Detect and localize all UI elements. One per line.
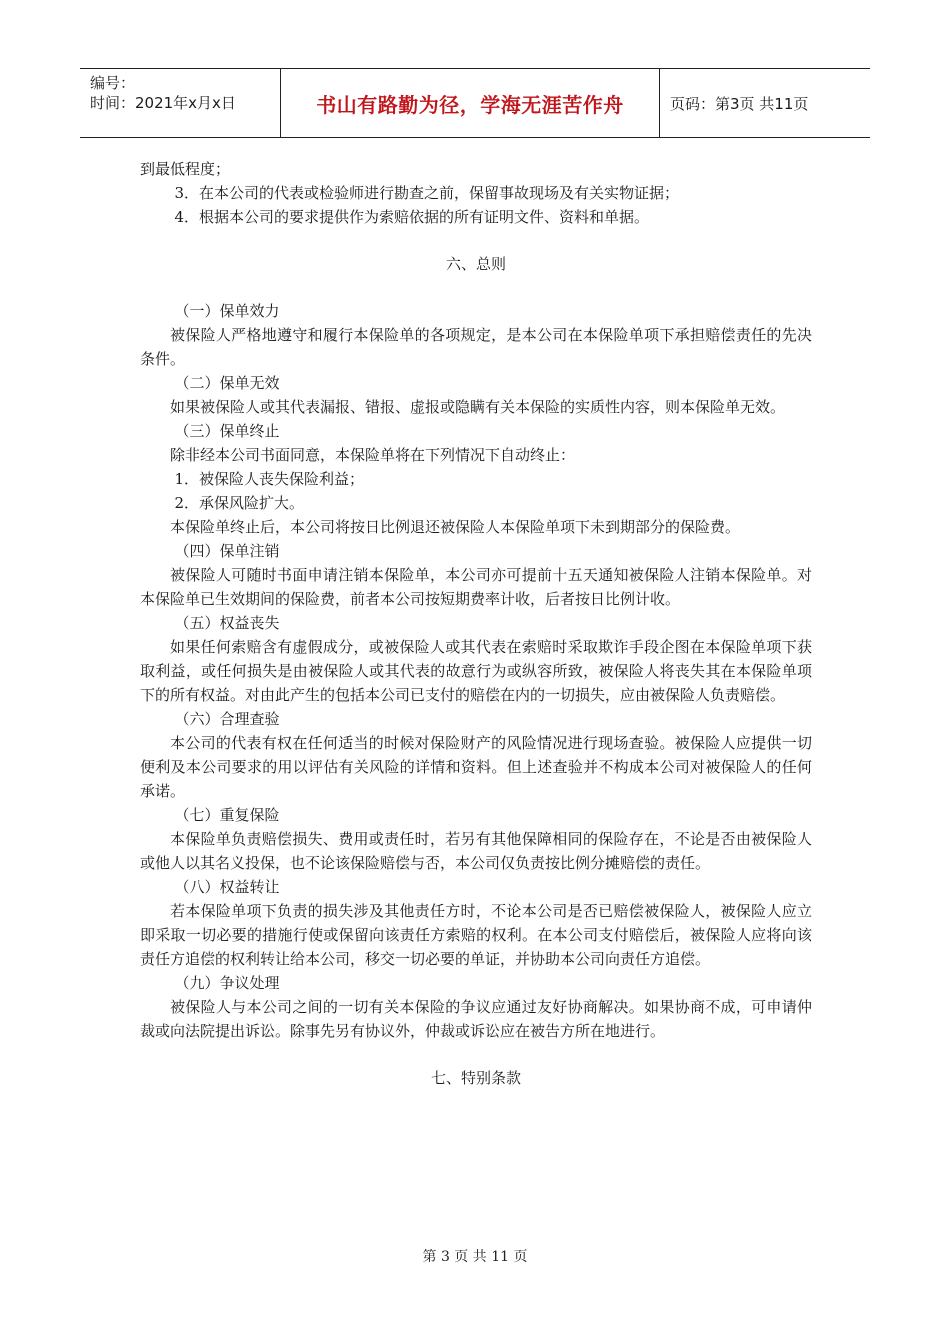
document-body (140, 157, 812, 1090)
header-motto-cell (280, 69, 660, 137)
subsection-heading: （一）保单效力 (174, 302, 280, 320)
subsection-heading: （二）保单无效 (174, 374, 280, 392)
section-heading-special: 七、特别条款 (430, 1069, 521, 1087)
footer-page-number: 第 3 页 共 11 页 (422, 1249, 528, 1265)
list-item: 3．在本公司的代表或检验师进行勘查之前，保留事故现场及有关实物证据； (174, 184, 680, 202)
paragraph: 除非经本公司书面同意，本保险单将在下列情况下自动终止： (170, 446, 576, 464)
paragraph: 如果任何索赔含有虚假成分，或被保险人或其代表在索赔时采取欺诈手段企图在本保险单项下获取利益，或任何损失是由被保险人或其代表的故意行为或纵容所致，被保险人将丧失其在本保险单项下的所有权益。对由此产生的包括本公司已支付的赔偿在内的一切损失，应由被保险人负责赔偿。 (140, 638, 812, 704)
header-motto: 书山有路勤为径，学海无涯苦作舟 (316, 92, 624, 117)
paragraph: 本保险单负责赔偿损失、费用或责任时，若另有其他保障相同的保险存在，不论是否由被保险人或他人以其名义投保，也不论该保险赔偿与否，本公司仅负责按比例分摊赔偿的责任。 (140, 830, 812, 872)
page-footer (0, 1246, 950, 1266)
document-number-label: 编号： (90, 74, 136, 92)
subsection-heading: （七）重复保险 (174, 806, 280, 824)
header-page-number: 页码：第3页 共11页 (670, 94, 809, 113)
document-date-label: 时间：2021年x月x日 (90, 94, 236, 112)
subsection-heading: （六）合理查验 (174, 710, 280, 728)
subsection-heading: （四）保单注销 (174, 542, 280, 560)
paragraph: 如果被保险人或其代表漏报、错报、虚报或隐瞒有关本保险的实质性内容，则本保险单无效。 (170, 398, 786, 416)
subsection-heading: （九）争议处理 (174, 974, 280, 992)
subsection-heading: （八）权益转让 (174, 878, 280, 896)
paragraph: 到最低程度； (140, 160, 231, 178)
paragraph: 若本保险单项下负责的损失涉及其他责任方时，不论本公司是否已赔偿被保险人，被保险人应立即采取一切必要的措施行使或保留向该责任方索赔的权利。在本公司支付赔偿后，被保险人应将向该责任方追偿的权利转让给本公司，移交一切必要的单证，并协助本公司向责任方追偿。 (140, 902, 812, 968)
document-header (80, 68, 870, 138)
paragraph: 本保险单终止后，本公司将按日比例退还被保险人本保险单项下未到期部分的保险费。 (170, 518, 741, 536)
header-page-cell (660, 69, 870, 137)
paragraph: 本公司的代表有权在任何适当的时候对保险财产的风险情况进行现场查验。被保险人应提供一切便利及本公司要求的用以评估有关风险的详情和资料。但上述查验并不构成本公司对被保险人的任何承诺。 (140, 734, 812, 800)
paragraph: 被保险人可随时书面申请注销本保险单，本公司亦可提前十五天通知被保险人注销本保险单。对本保险单已生效期间的保险费，前者本公司按短期费率计收，后者按日比例计收。 (140, 566, 812, 608)
paragraph: 被保险人严格地遵守和履行本保险单的各项规定，是本公司在本保险单项下承担赔偿责任的先决条件。 (140, 326, 812, 368)
section-heading-general: 六、总则 (445, 255, 506, 273)
subsection-heading: （五）权益丧失 (174, 614, 280, 632)
paragraph: 被保险人与本公司之间的一切有关本保险的争议应通过友好协商解决。如果协商不成，可申请仲裁或向法院提出诉讼。除事先另有协议外，仲裁或诉讼应在被告方所在地进行。 (140, 998, 812, 1040)
list-item: 4．根据本公司的要求提供作为索赔依据的所有证明文件、资料和单据。 (174, 208, 650, 226)
list-item: 2．承保风险扩大。 (174, 494, 305, 512)
header-meta (80, 69, 280, 137)
subsection-heading: （三）保单终止 (174, 422, 280, 440)
list-item: 1．被保险人丧失保险利益； (174, 470, 365, 488)
